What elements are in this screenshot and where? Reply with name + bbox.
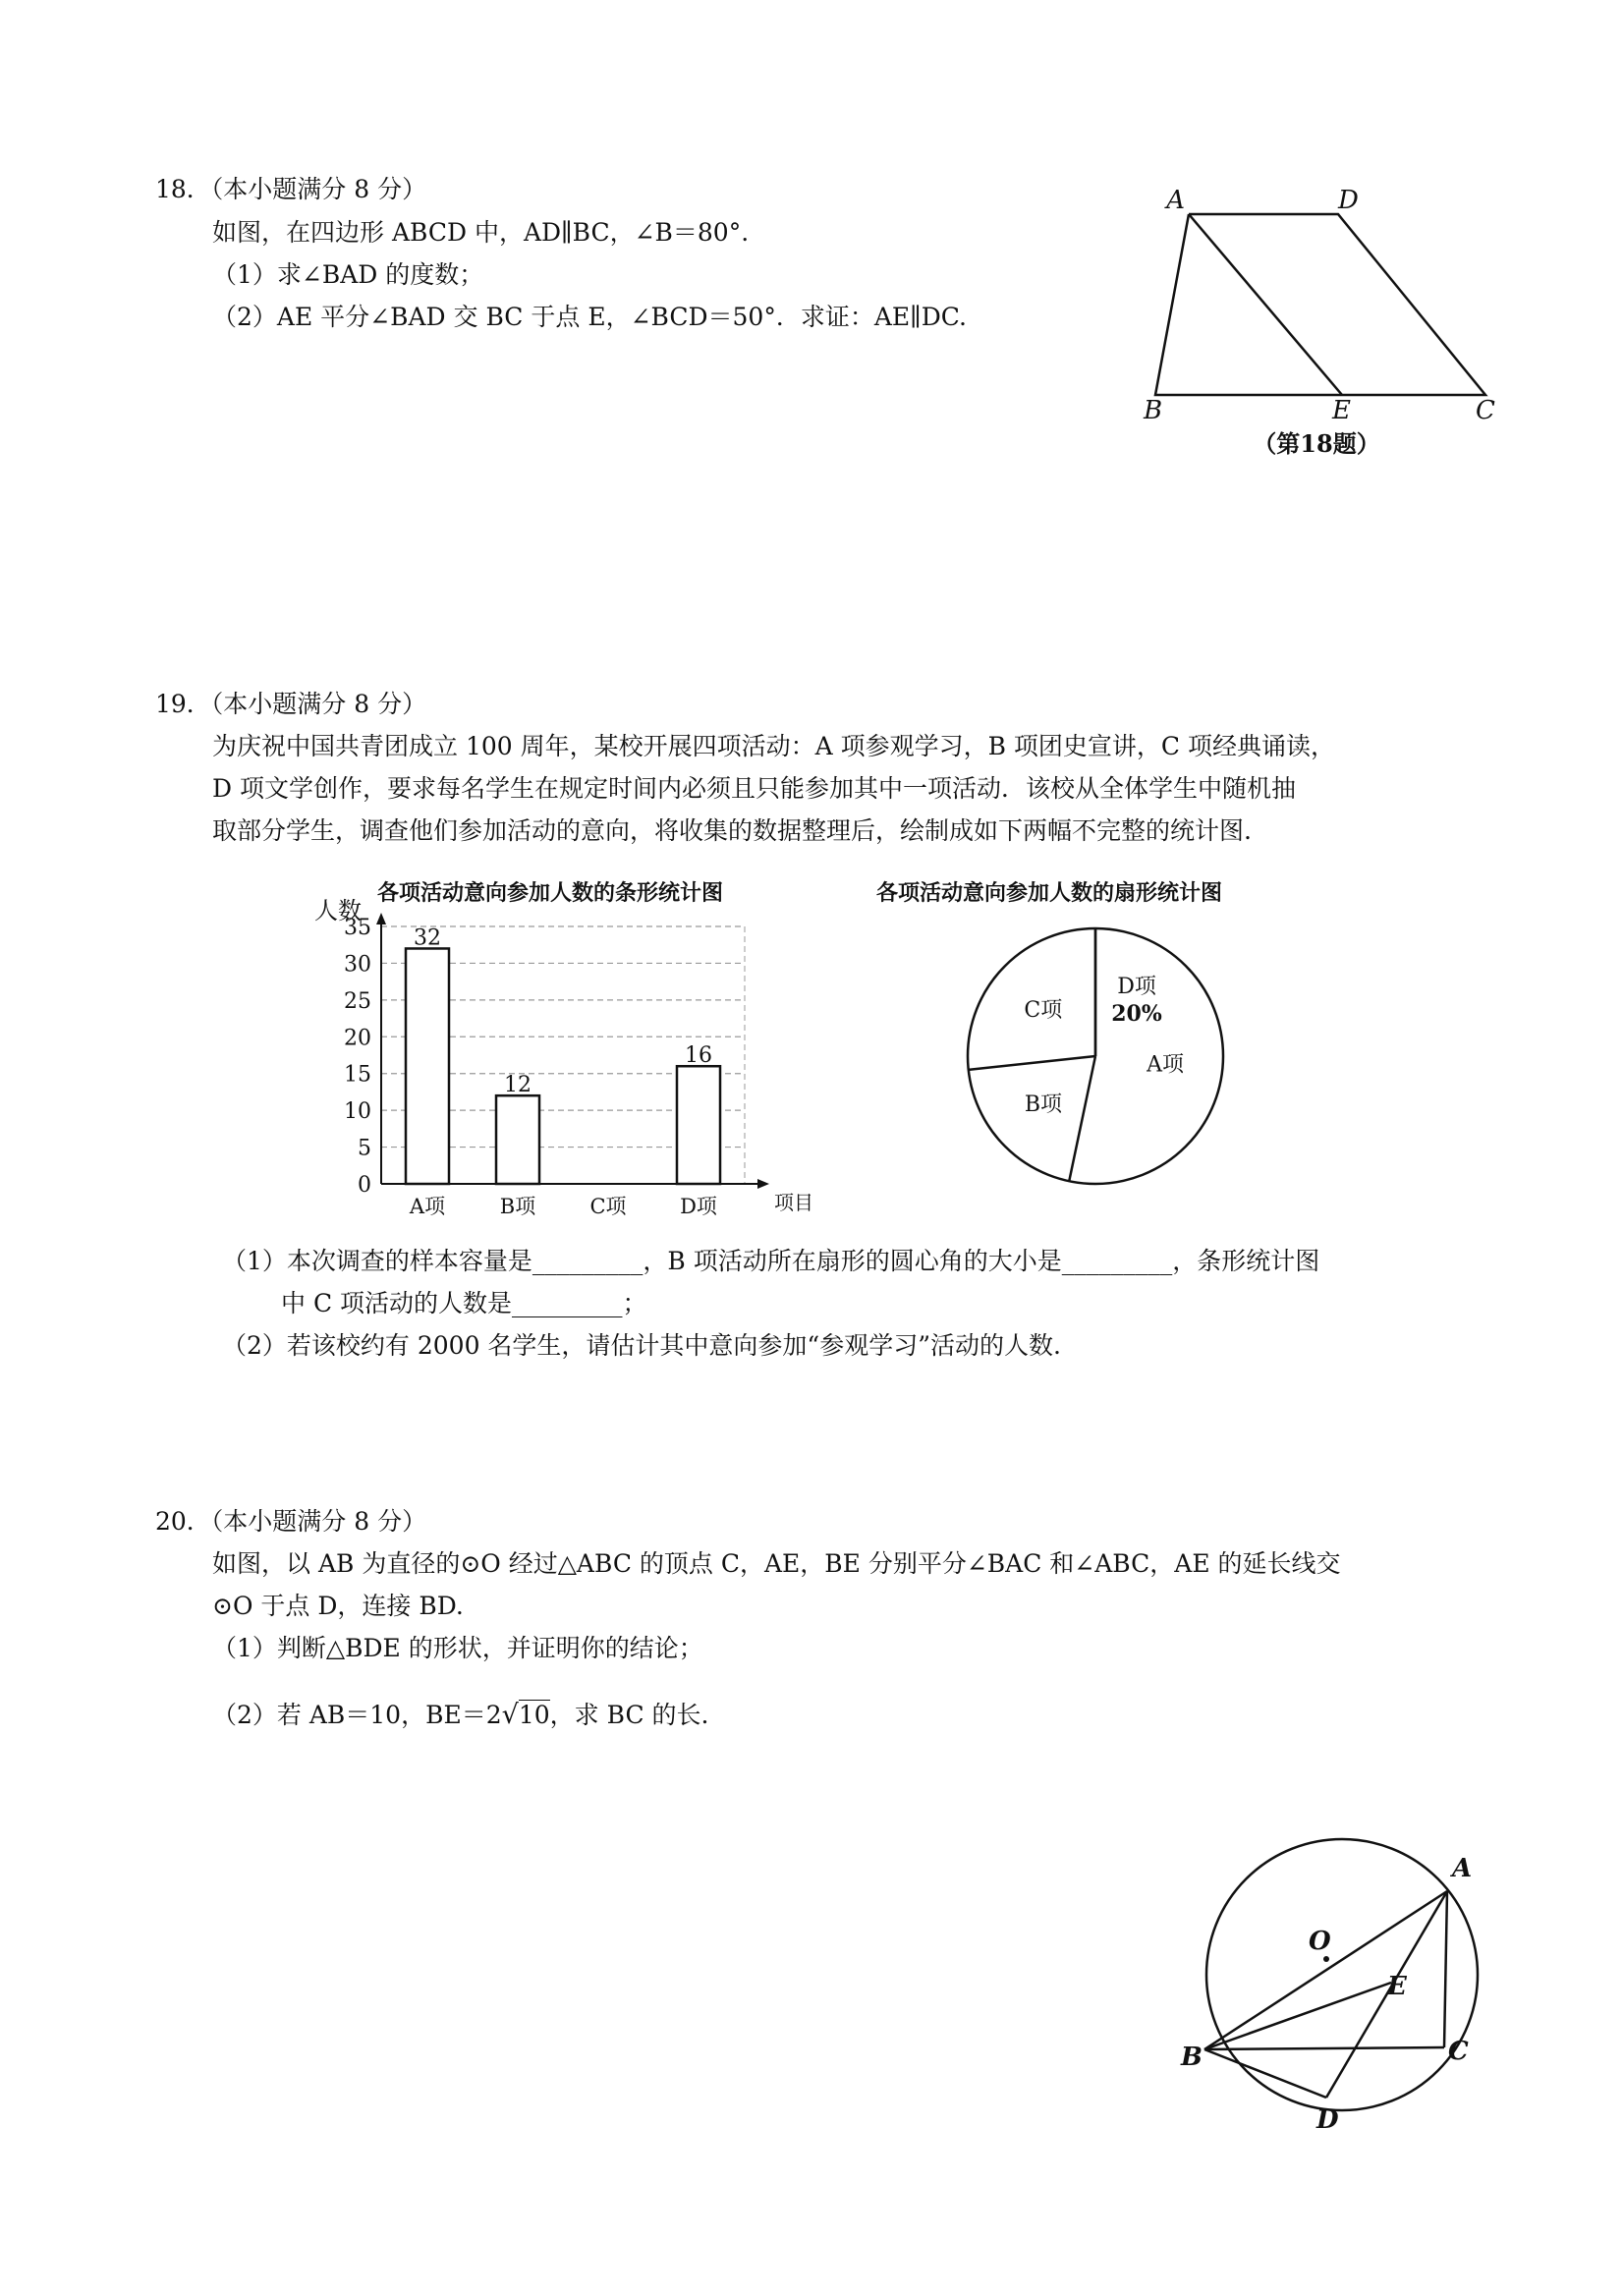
segment-ae <box>1189 214 1342 395</box>
label-b: B <box>1181 2043 1203 2072</box>
bar-categories <box>409 1195 718 1218</box>
bar-x-axis-label: 项目 <box>774 1191 813 1214</box>
bar-series <box>406 925 720 1184</box>
y-tick-label: 25 <box>344 988 371 1014</box>
label-c: C <box>1448 2037 1469 2066</box>
segment-ab <box>1204 1891 1447 2049</box>
bar-0 <box>406 948 449 1184</box>
x-category-label: B项 <box>499 1195 536 1218</box>
bar-chart-title: 各项活动意向参加人数的条形统计图 <box>377 880 724 906</box>
q18-figure <box>1130 177 1503 472</box>
label-c: C <box>1476 396 1495 425</box>
label-e: E <box>1332 396 1351 425</box>
y-tick-label: 0 <box>358 1173 371 1198</box>
bar-1 <box>496 1095 539 1184</box>
bar-3 <box>677 1066 720 1184</box>
y-tick-label: 35 <box>344 916 371 940</box>
x-category-label: A项 <box>409 1195 446 1218</box>
y-tick-label: 15 <box>344 1062 371 1088</box>
q19-part1-line2: 中 C 项活动的人数是_________； <box>281 1289 647 1317</box>
q19-part1-line1: （1）本次调查的样本容量是_________，B 项活动所在扇形的圆心角的大小是_________，条形统计图 <box>222 1247 1320 1275</box>
bar-data-label: 16 <box>685 1043 712 1069</box>
q20-part1: （1）判断△BDE 的形状，并证明你的结论； <box>212 1634 703 1662</box>
pie-slice-label: D项 <box>1117 975 1156 1000</box>
q19-text-line3: 取部分学生，调查他们参加活动的意向，将收集的数据整理后，绘制成如下两幅不完整的统计图. <box>212 816 1252 845</box>
q18-heading: 18．（本小题满分 8 分） <box>155 175 427 203</box>
pie-slice-percent: 20% <box>1111 1001 1162 1028</box>
x-category-label: C项 <box>589 1195 627 1218</box>
x-category-label: D项 <box>680 1195 717 1218</box>
q20-part2-prefix: （2）若 AB＝10，BE＝2 <box>212 1701 502 1729</box>
q20-part2-suffix: ，求 BC 的长. <box>549 1701 709 1729</box>
q18-part1: （1）求∠BAD 的度数； <box>212 260 484 289</box>
segment-be <box>1204 1983 1391 2049</box>
q20-heading: 20．（本小题满分 8 分） <box>155 1507 427 1536</box>
q19-part2: （2）若该校约有 2000 名学生，请估计其中意向参加“参观学习”活动的人数. <box>222 1331 1061 1360</box>
pie-slices <box>968 928 1223 1184</box>
q18-part2: （2）AE 平分∠BAD 交 BC 于点 E，∠BCD＝50°．求证：AE∥DC. <box>212 303 967 331</box>
y-axis-arrow <box>376 913 386 924</box>
q19-heading: 19．（本小题满分 8 分） <box>155 690 427 718</box>
bar-data-label: 32 <box>414 925 441 951</box>
center-point-o <box>1323 1956 1329 1962</box>
x-axis-arrow <box>757 1179 769 1189</box>
q18-statement: 如图，在四边形 ABCD 中，AD∥BC，∠B＝80°. <box>212 218 750 247</box>
q18-figure-caption: （第18题） <box>1253 429 1380 458</box>
bar-y-ticks <box>344 916 371 1198</box>
label-b: B <box>1144 396 1163 425</box>
pie-slice-label: C项 <box>1024 998 1063 1024</box>
label-a: A <box>1452 1854 1473 1883</box>
label-o: O <box>1309 1927 1331 1956</box>
sqrt-symbol: √ <box>501 1700 519 1730</box>
bar-chart <box>305 889 835 1233</box>
pie-chart-title: 各项活动意向参加人数的扇形统计图 <box>876 880 1223 906</box>
q20-figure <box>1169 1827 1503 2142</box>
segment-ac <box>1444 1891 1447 2047</box>
q19-text-line2: D 项文学创作，要求每名学生在规定时间内必须且只能参加其中一项活动．该校从全体学生中随机抽 <box>212 774 1296 803</box>
y-tick-label: 10 <box>344 1099 371 1125</box>
segment-bd <box>1204 2049 1326 2098</box>
pie-slice-label: B项 <box>1024 1092 1063 1117</box>
sqrt-radicand: 10 <box>518 1701 550 1729</box>
label-d: D <box>1338 186 1359 215</box>
label-d: D <box>1316 2105 1339 2135</box>
q20-part2 <box>212 1699 708 1732</box>
label-a: A <box>1166 186 1185 215</box>
segment-bc <box>1204 2047 1444 2049</box>
bar-data-label: 12 <box>504 1073 532 1098</box>
q20-text-line1: 如图，以 AB 为直径的⊙O 经过△ABC 的顶点 C，AE，BE 分别平分∠BAC 和∠ABC，AE 的延长线交 <box>212 1549 1341 1578</box>
y-tick-label: 30 <box>344 952 371 978</box>
bar-y-axis-label: 人数 <box>314 897 362 924</box>
label-e: E <box>1387 1972 1407 2001</box>
y-tick-label: 5 <box>358 1136 371 1161</box>
q19-text-line1: 为庆祝中国共青团成立 100 周年，某校开展四项活动：A 项参观学习，B 项团史宣讲，C 项经典诵读， <box>212 732 1336 760</box>
q20-text-line2: ⊙O 于点 D，连接 BD. <box>212 1592 464 1620</box>
pie-slice-label: A项 <box>1147 1052 1185 1078</box>
pie-chart <box>958 914 1253 1189</box>
y-tick-label: 20 <box>344 1026 371 1051</box>
